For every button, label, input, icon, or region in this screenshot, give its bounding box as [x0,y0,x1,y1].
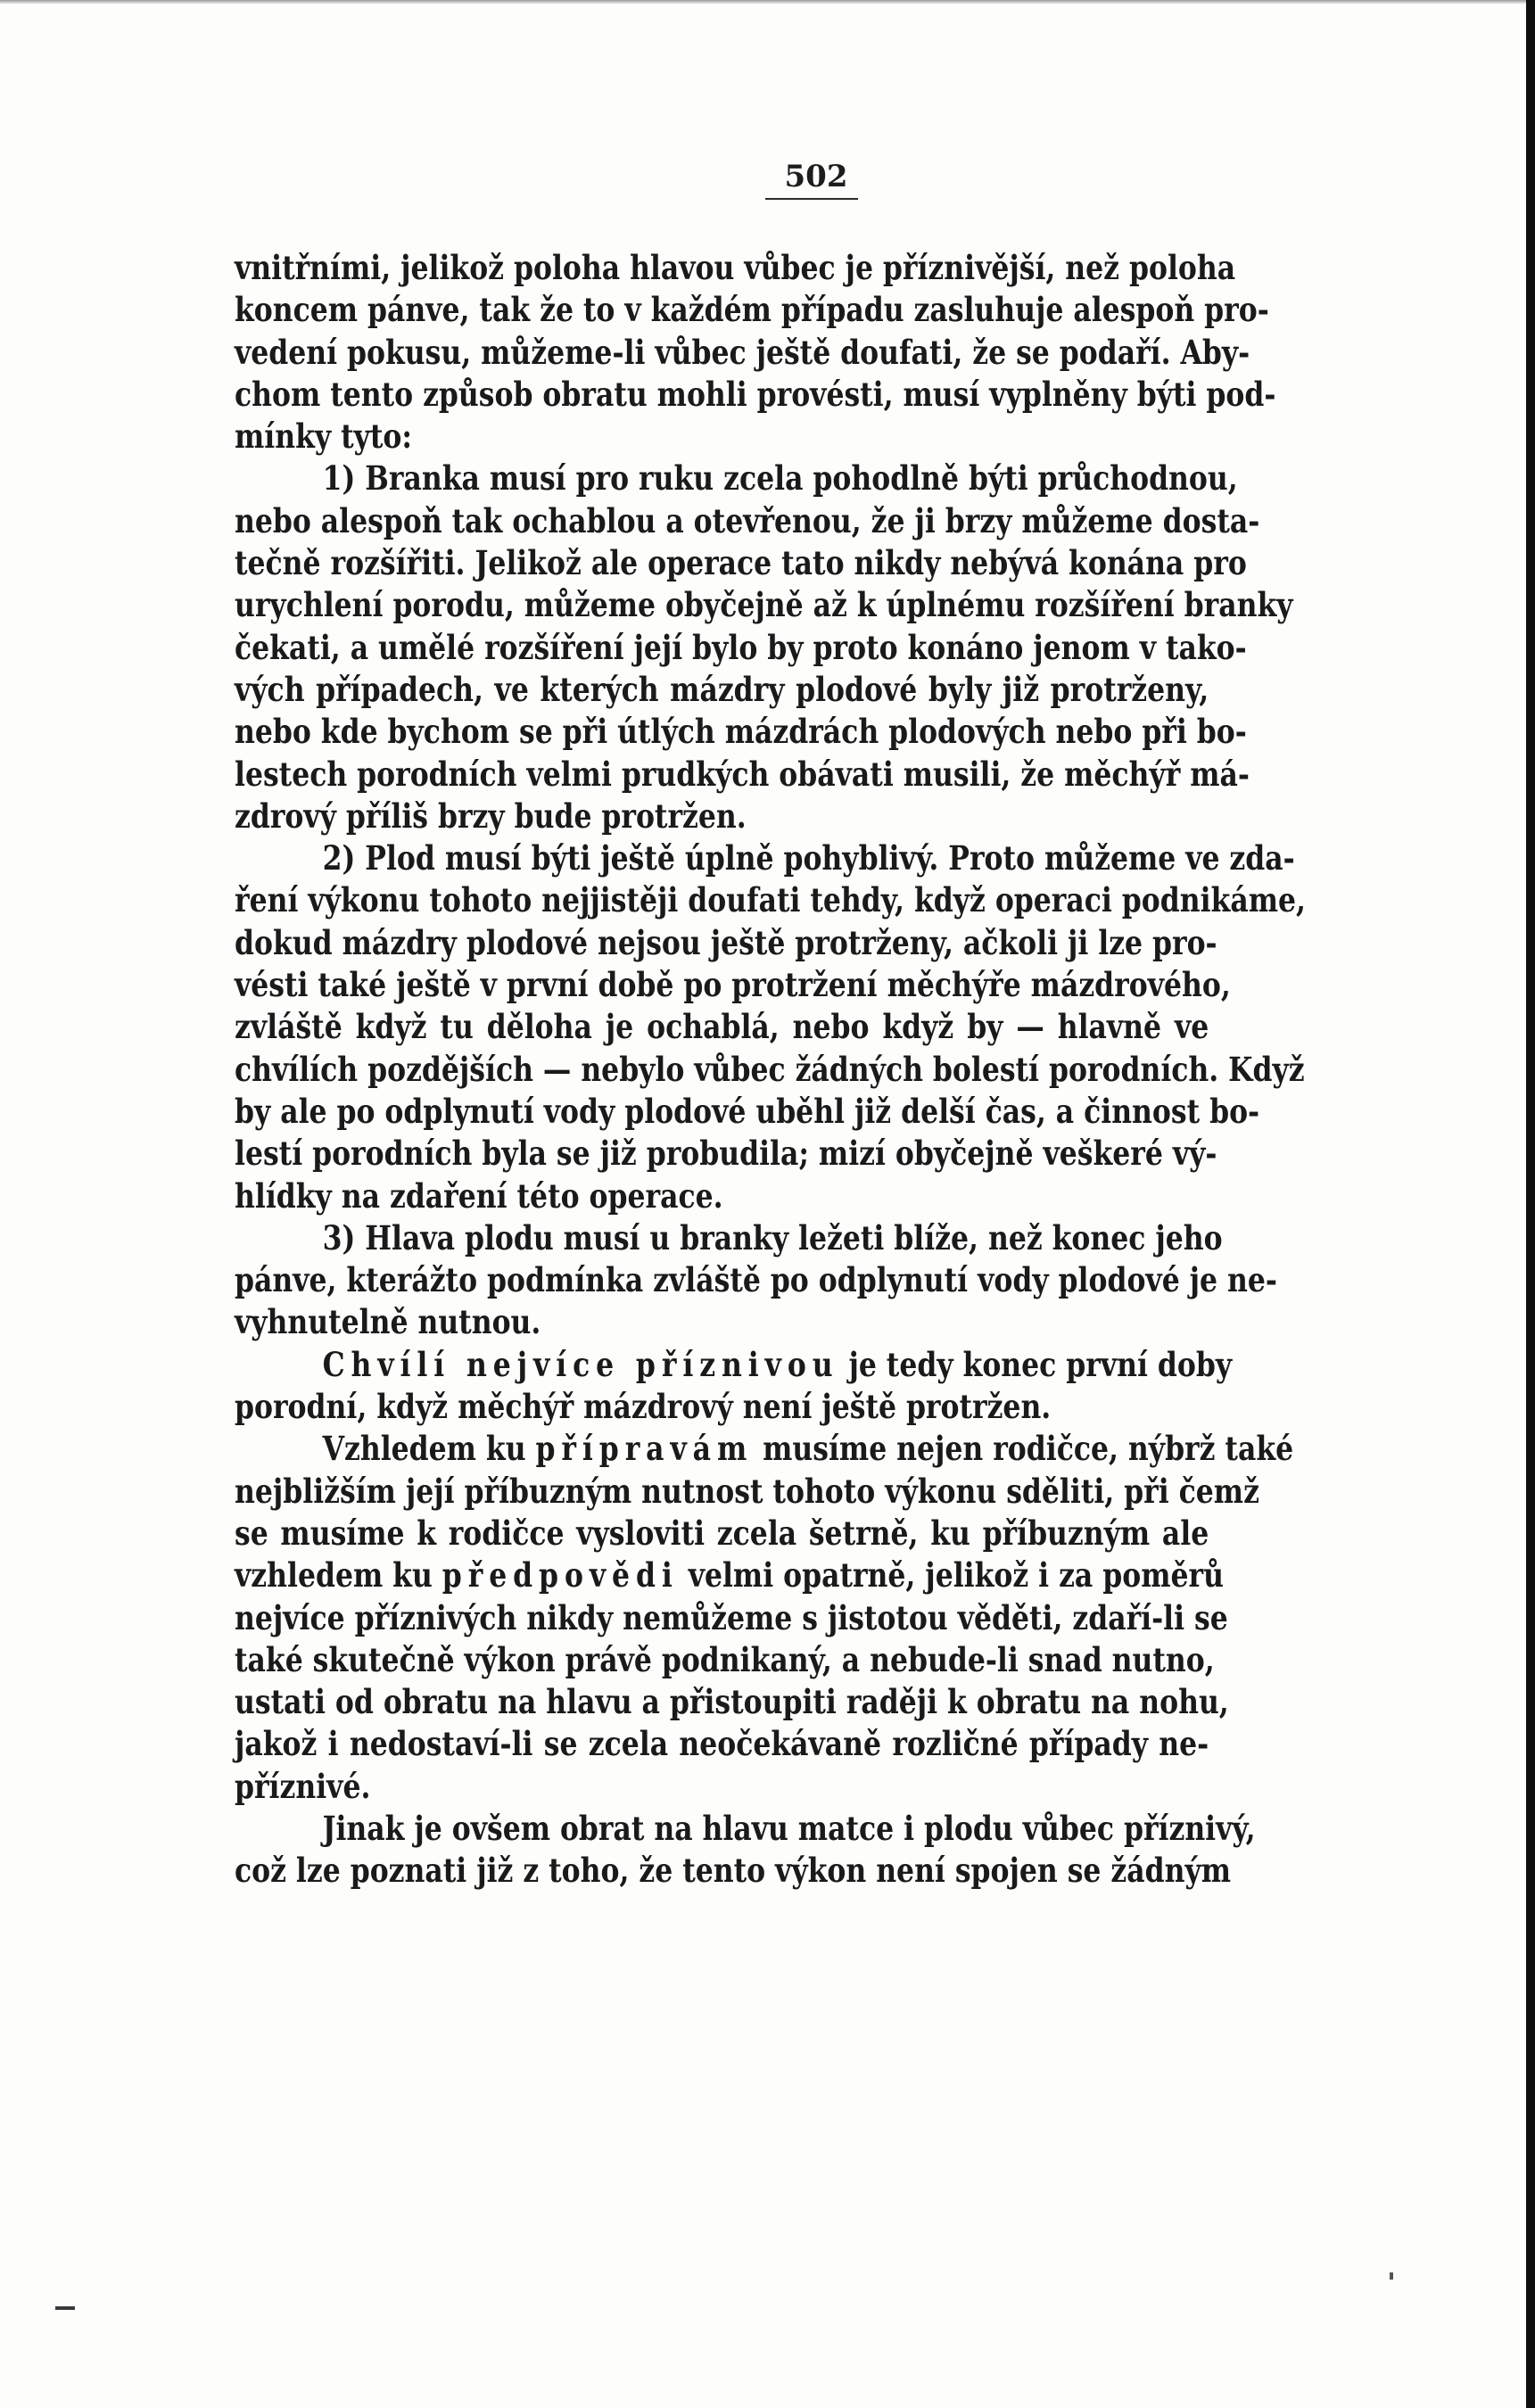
text-line: by ale po odplynutí vody plodové uběhl již delší čas, a činnost bo- [235,1091,1260,1131]
emphasis-pripravam: přípravám [535,1429,754,1469]
text-line: chvílích pozdějších — nebylo vůbec žádných bolestí porodních. Když [235,1049,1305,1089]
text-line: se musíme k rodičce vysloviti zcela šetrně, ku příbuzným ale [235,1513,1209,1553]
emphasis-chvili: Chvílí nejvíce příznivou [322,1344,839,1384]
page-number-rule [765,198,858,200]
text-line: nebo kde bychom se při útlých mázdrách plodových nebo při bo- [235,712,1247,752]
text-line: koncem pánve, tak že to v každém případu zasluhuje alespoň pro- [235,290,1269,330]
text-line: jakož i nedostaví-li se zcela neočekávaně rozličné případy ne- [235,1724,1209,1764]
scan-right-edge [1526,0,1535,2408]
text-line: také skutečně výkon právě podnikaný, a nebude-li snad nutno, [235,1639,1215,1679]
scan-speck [55,2306,75,2310]
text-line: vésti také ještě v první době po protržení měchýře mázdrového, [235,965,1231,1005]
text-line: ření výkonu tohoto nejjistěji doufati tehdy, když operaci podnikáme, [235,880,1306,920]
body-text [235,247,1306,1893]
text-line: čekati, a umělé rozšíření její bylo by proto konáno jenom v tako- [235,627,1247,667]
text-line [235,1344,1233,1386]
text-line: zdrový příliš brzy bude protržen. [235,796,747,836]
scan-top-edge [0,0,1535,4]
text-line: 3) Hlava plodu musí u branky ležeti blíže, než konec jeho [322,1217,1223,1258]
text-segment: velmi opatrně, jelikož i za poměrů [678,1555,1224,1596]
text-line: vnitřními, jelikož poloha hlavou vůbec je příznivější, než poloha [235,248,1236,287]
text-line: chom tento způsob obratu mohli provésti, musí vyplněny býti pod- [235,374,1276,414]
text-line: mínky tyto: [235,416,413,457]
scan-speck [1390,2272,1393,2280]
text-line: nejvíce příznivých nikdy nemůžeme s jistotou věděti, zdaří-li se [235,1597,1228,1637]
text-line: vých případech, ve kterých mázdry plodové byly již protrženy, [235,669,1209,709]
text-line: nebo alespoň tak ochablou a otevřenou, že ji brzy můžeme dosta- [235,500,1260,540]
page-number: 502 [784,159,848,194]
text-line: příznivé. [235,1766,371,1806]
text-line: 2) Plod musí býti ještě úplně pohyblivý. Proto můžeme ve zda- [322,838,1295,878]
emphasis-predpovedi: předpovědi [442,1555,679,1596]
text-segment: vzhledem ku [235,1555,442,1596]
text-line: lestech porodních velmi prudkých obávati musili, že měchýř má- [235,754,1250,794]
text-line: tečně rozšířiti. Jelikož ale operace tato nikdy nebývá konána pro [235,543,1247,583]
text-line: dokud mázdry plodové nejsou ještě protrženy, ačkoli ji lze pro- [235,922,1217,962]
text-line: Jinak je ovšem obrat na hlavu matce i plodu vůbec příznivý, [322,1808,1256,1848]
text-segment: musíme nejen rodičce, nýbrž také [753,1429,1294,1469]
text-line: lestí porodních byla se již probudila; mizí obyčejně veškeré vý- [235,1134,1217,1174]
text-line: nejbližším její příbuzným nutnost tohoto výkonu sděliti, při čemž [235,1471,1259,1511]
text-line: porodní, když měchýř mázdrový není ještě protržen. [235,1387,1052,1427]
text-line: což lze poznati již z toho, že tento výkon není spojen se žádným [235,1851,1232,1891]
text-line: vedení pokusu, můžeme-li vůbec ještě doufati, že se podaří. Aby- [235,332,1250,372]
text-line [235,1428,1294,1470]
text-line: zvláště když tu děloha je ochablá, nebo když by — hlavně ve [235,1007,1209,1047]
text-line: urychlení porodu, můžeme obyčejně až k úplnému rozšíření branky [235,585,1293,625]
text-line: pánve, kterážto podmínka zvláště po odplynutí vody plodové je ne- [235,1260,1277,1300]
text-line: ustati od obratu na hlavu a přistoupiti raději k obratu na nohu, [235,1682,1229,1722]
text-line: hlídky na zdaření této operace. [235,1175,723,1216]
text-line: vyhnutelně nutnou. [235,1302,541,1342]
text-line [235,1554,1224,1596]
text-segment: Vzhledem ku [322,1429,536,1469]
text-segment: je tedy konec první doby [838,1344,1233,1384]
text-line: 1) Branka musí pro ruku zcela pohodlně býti průchodnou, [322,458,1238,499]
